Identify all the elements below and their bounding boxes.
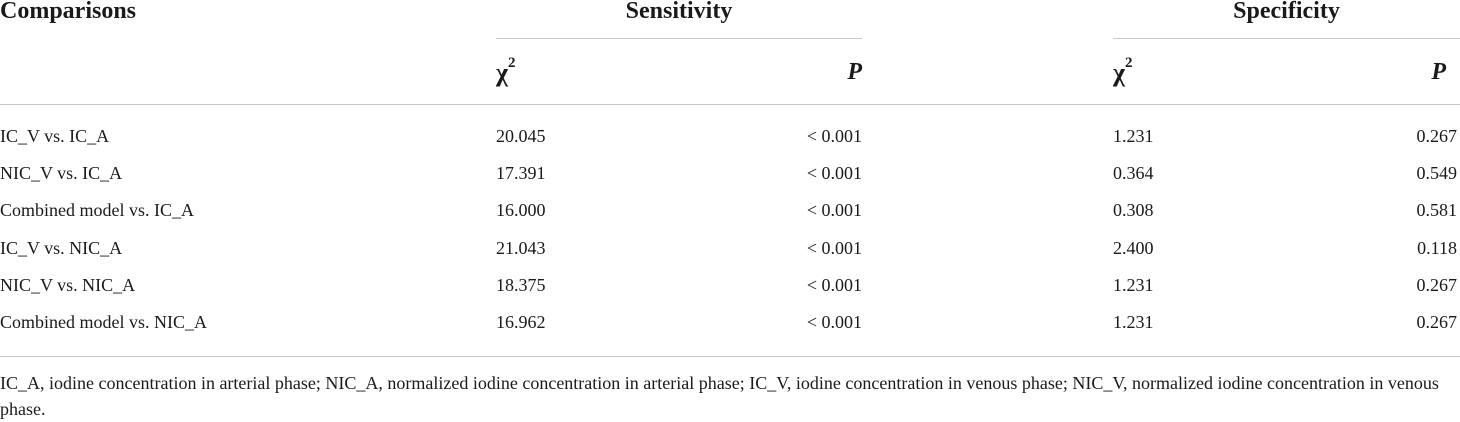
row-sens-p: < 0.001 [806, 238, 862, 258]
table-footnote: IC_A, iodine concentration in arterial phase; NIC_A, normalized iodine concentration in arterial phase; IC_V, iodine concentration in venous phase; NIC_V, normalized iodine concentration in venous phase. [0, 373, 1439, 419]
table-bottom-rule [0, 356, 1460, 357]
row-spec-p: 0.581 [1416, 200, 1457, 220]
row-spec-chi2: 0.364 [1113, 163, 1154, 183]
row-sens-p: < 0.001 [806, 275, 862, 295]
row-sens-chi2: 20.045 [496, 126, 546, 146]
header-bottom-rule [0, 104, 1460, 105]
specificity-group-rule [1113, 38, 1460, 39]
sensitivity-chi2-header [496, 55, 516, 88]
chi-exponent: 2 [1125, 55, 1133, 72]
header-specificity: Specificity [1233, 0, 1340, 24]
row-spec-p: 0.267 [1416, 275, 1457, 295]
row-comparison: Combined model vs. NIC_A [0, 312, 207, 332]
row-spec-chi2: 1.231 [1113, 126, 1154, 146]
row-spec-chi2: 0.308 [1113, 200, 1154, 220]
chi-symbol: χ [1113, 58, 1126, 87]
row-spec-p: 0.118 [1417, 238, 1457, 258]
header-comparisons: Comparisons [0, 0, 137, 24]
row-comparison: IC_V vs. NIC_A [0, 238, 123, 258]
row-spec-chi2: 2.400 [1113, 238, 1154, 258]
sensitivity-group-rule [496, 38, 862, 39]
row-spec-p: 0.267 [1416, 126, 1457, 146]
row-spec-chi2: 1.231 [1113, 275, 1154, 295]
chi-symbol: χ [496, 58, 509, 87]
row-sens-p: < 0.001 [806, 126, 862, 146]
row-comparison: NIC_V vs. NIC_A [0, 275, 136, 295]
row-sens-p: < 0.001 [806, 312, 862, 332]
chi-exponent: 2 [508, 55, 516, 72]
row-comparison: Combined model vs. IC_A [0, 200, 194, 220]
specificity-p-header: P [1431, 59, 1446, 85]
row-sens-chi2: 16.000 [496, 200, 546, 220]
row-sens-chi2: 16.962 [496, 312, 546, 332]
row-sens-p: < 0.001 [806, 200, 862, 220]
row-spec-p: 0.267 [1416, 312, 1457, 332]
row-comparison: NIC_V vs. IC_A [0, 163, 123, 183]
row-comparison: IC_V vs. IC_A [0, 126, 110, 146]
header-sensitivity: Sensitivity [625, 0, 733, 24]
row-sens-chi2: 17.391 [496, 163, 546, 183]
row-sens-chi2: 21.043 [496, 238, 546, 258]
specificity-chi2-header [1113, 55, 1133, 88]
sensitivity-p-header: P [847, 59, 862, 85]
row-sens-chi2: 18.375 [496, 275, 546, 295]
row-spec-p: 0.549 [1416, 163, 1457, 183]
row-sens-p: < 0.001 [806, 163, 862, 183]
row-spec-chi2: 1.231 [1113, 312, 1154, 332]
